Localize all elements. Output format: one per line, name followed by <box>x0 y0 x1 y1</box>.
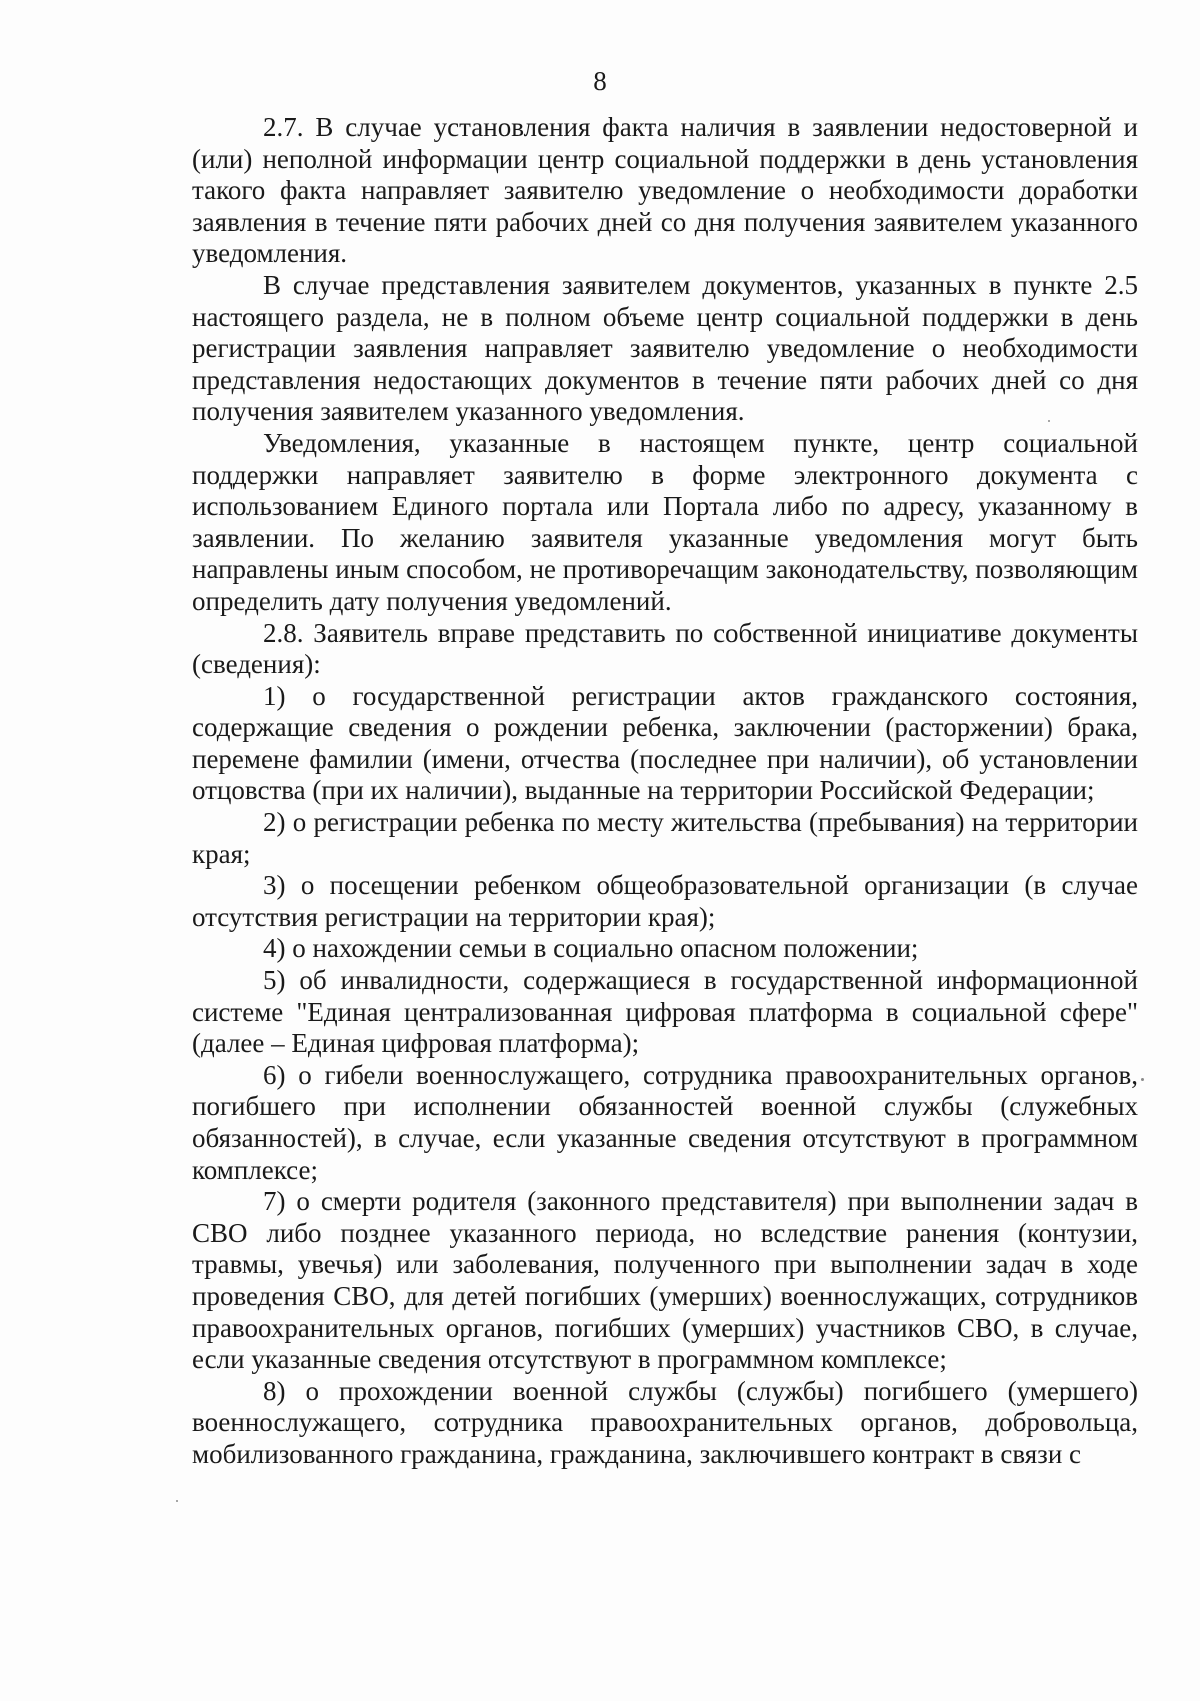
list-item-7: 7) о смерти родителя (законного представителя) при выполнении задач в СВО либо позднее указанного периода, но вследствие ранения (контузии, травмы, увечья) или заболевания, полученного при выполнении задач в ходе проведения СВО, для детей погибших (умерших) военнослужащих, сотрудников правоохранительных органов, погибших (умерших) участников СВО, в случае, если указанные сведения отсутствуют в программном комплексе; <box>192 1186 1138 1375</box>
paragraph-2-7: 2.7. В случае установления факта наличия в заявлении недостоверной и (или) неполной информации центр социальной поддержки в день установления такого факта направляет заявителю уведомление о необходимости доработки заявления в течение пяти рабочих дней со дня получения заявителем указанного уведомления. <box>192 112 1138 269</box>
list-item-6: 6) о гибели военнослужащего, сотрудника правоохранительных органов, погибшего при исполнении обязанностей военной службы (служебных обязанностей), в случае, если указанные сведения отсутствуют в программном комплексе; <box>192 1059 1138 1185</box>
scan-speck <box>1141 1078 1144 1081</box>
paragraph-incomplete-documents: В случае представления заявителем документов, указанных в пункте 2.5 настоящего раздела, не в полном объеме центр социальной поддержки в день регистрации заявления направляет заявителю уведомление о необходимости представления недостающих документов в течение пяти рабочих дней со дня получения заявителем указанного уведомления. <box>192 269 1138 427</box>
list-item-8: 8) о прохождении военной службы (службы) погибшего (умершего) военнослужащего, сотрудника правоохранительных органов, добровольца, мобилизованного гражданина, гражданина, заключившего контракт в связи с <box>192 1375 1138 1469</box>
list-item-5: 5) об инвалидности, содержащиеся в государственной информационной системе "Единая централизованная цифровая платформа в социальной сфере" (далее – Единая цифровая платформа); <box>192 965 1138 1059</box>
paragraph-2-8: 2.8. Заявитель вправе представить по собственной инициативе документы (сведения): <box>192 617 1138 680</box>
list-item-3: 3) о посещении ребенком общеобразовательной организации (в случае отсутствия регистрации на территории края); <box>192 870 1138 932</box>
page-number: 8 <box>593 66 607 96</box>
list-item-4: 4) о нахождении семьи в социально опасном положении; <box>263 933 919 964</box>
scan-speck <box>176 1500 178 1502</box>
list-item-2: 2) о регистрации ребенка по месту жительства (пребывания) на территории края; <box>192 807 1138 869</box>
scan-speck <box>1048 420 1050 422</box>
document-body <box>192 112 1138 1471</box>
list-item-1: 1) о государственной регистрации актов гражданского состояния, содержащие сведения о рождении ребенка, заключении (расторжении) брака, перемене фамилии (имени, отчества (последнее при наличии), об установлении отцовства (при их наличии), выданные на территории Российской Федерации; <box>192 680 1138 806</box>
paragraph-notifications: Уведомления, указанные в настоящем пункте, центр социальной поддержки направляет заявителю в форме электронного документа с использованием Единого портала или Портала либо по адресу, указанному в заявлении. По желанию заявителя указанные уведомления могут быть направлены иным способом, не противоречащим законодательству, позволяющим определить дату получения уведомлений. <box>192 427 1138 616</box>
